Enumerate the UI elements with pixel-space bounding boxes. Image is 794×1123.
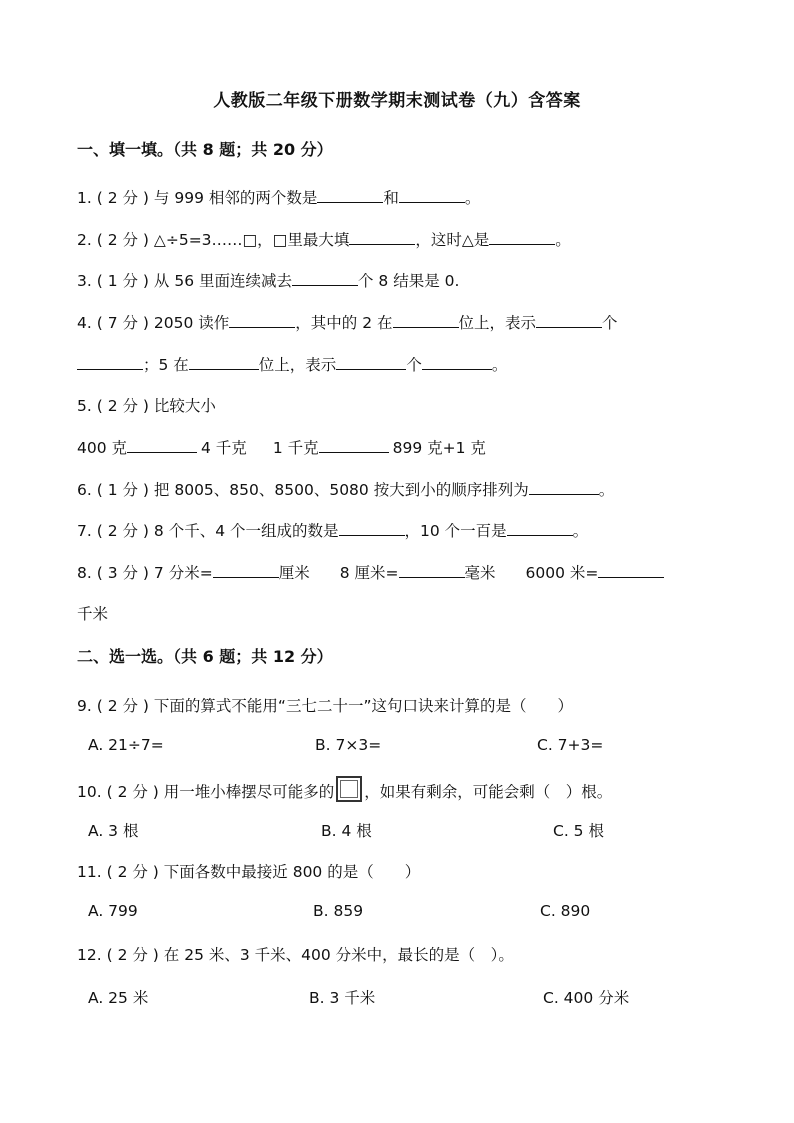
question-11 [77, 860, 420, 882]
answer-blank[interactable] [529, 480, 599, 495]
question-text: 2050 读作 [153, 314, 230, 332]
question-score: ( 3 分 ) [96, 564, 149, 582]
question-5 [77, 394, 216, 416]
question-text: 个 8 结果是 0. [358, 272, 460, 290]
option-a[interactable]: A. 25 米 [88, 989, 149, 1007]
question-score: ( 2 分 ) [106, 783, 159, 801]
question-text: 1 千克 [272, 439, 319, 457]
question-score: ( 7 分 ) [96, 314, 149, 332]
question-text: ，这时△是 [415, 231, 490, 249]
question-text: 400 克 [77, 439, 128, 457]
question-number: 2. [77, 231, 92, 249]
question-score: ( 2 分 ) [106, 863, 159, 881]
answer-blank[interactable] [393, 313, 459, 328]
question-text: △÷5=3……□，□里最大填 [153, 231, 350, 249]
question-number: 11. [77, 863, 102, 881]
question-text: 7 分米= [153, 564, 213, 582]
question-score: ( 2 分 ) [96, 522, 149, 540]
question-score: ( 2 分 ) [96, 397, 149, 415]
answer-blank[interactable] [422, 355, 492, 370]
answer-blank[interactable] [399, 563, 465, 578]
answer-blank[interactable] [317, 188, 383, 203]
question-text: 个 [406, 356, 422, 374]
answer-blank[interactable] [213, 563, 279, 578]
question-text: 在 25 米、3 千米、400 分米中，最长的是（ ）。 [163, 946, 514, 964]
option-c[interactable]: C. 890 [540, 902, 591, 920]
answer-blank[interactable] [399, 188, 465, 203]
question-text: 。 [464, 189, 481, 207]
question-text: 与 999 相邻的两个数是 [153, 189, 318, 207]
question-text: 比较大小 [153, 397, 216, 415]
question-1 [77, 186, 480, 208]
answer-blank[interactable] [339, 521, 405, 536]
question-text: ；5 在 [143, 356, 189, 374]
question-8-continued [77, 602, 108, 624]
question-text: ，如果有剩余，可能会剩（ ）根。 [364, 783, 613, 801]
question-5-compare [77, 436, 486, 458]
question-score: ( 2 分 ) [96, 697, 149, 715]
answer-blank[interactable] [489, 230, 555, 245]
question-text: 厘米 [278, 564, 310, 582]
answer-blank[interactable] [536, 313, 602, 328]
question-number: 4. [77, 314, 92, 332]
option-b[interactable]: B. 4 根 [321, 822, 372, 840]
answer-blank[interactable] [229, 313, 295, 328]
question-text: 。 [572, 522, 589, 540]
question-number: 6. [77, 481, 92, 499]
question-text: 把 8005、850、8500、5080 按大到小的顺序排列为 [153, 481, 529, 499]
option-b[interactable]: B. 7×3= [315, 736, 382, 754]
answer-blank[interactable] [507, 521, 573, 536]
question-text: 下面各数中最接近 800 的是（ ） [163, 863, 421, 881]
question-6 [77, 478, 614, 500]
question-text: 8 厘米= [339, 564, 399, 582]
question-text: 。 [555, 231, 571, 249]
question-number: 8. [77, 564, 92, 582]
option-a[interactable]: A. 799 [88, 902, 138, 920]
question-4 [77, 311, 618, 333]
question-score: ( 2 分 ) [106, 946, 159, 964]
question-text: 用一堆小棒摆尽可能多的 [163, 783, 335, 801]
question-8 [77, 561, 664, 583]
option-b[interactable]: B. 859 [313, 902, 364, 920]
option-c[interactable]: C. 5 根 [553, 822, 604, 840]
question-number: 3. [77, 272, 92, 290]
question-text: ，10 个一百是 [404, 522, 507, 540]
question-number: 12. [77, 946, 102, 964]
question-text: 千米 [77, 605, 109, 623]
question-text: 位上，表示 [458, 314, 537, 332]
question-3 [77, 269, 459, 291]
question-score: ( 1 分 ) [96, 272, 149, 290]
square-shape-icon [336, 776, 362, 802]
option-c[interactable]: C. 7+3= [537, 736, 604, 754]
question-text: 个 [602, 314, 618, 332]
question-score: ( 2 分 ) [96, 189, 149, 207]
question-text: 下面的算式不能用“三七二十一”这句口诀来计算的是（ ） [153, 697, 573, 715]
option-c[interactable]: C. 400 分米 [543, 989, 630, 1007]
answer-blank[interactable] [189, 355, 259, 370]
question-4-continued [77, 353, 507, 375]
question-text: 4 千克 [201, 439, 247, 457]
question-2 [77, 228, 571, 250]
section-heading-1: 一、填一填。（共 8 题；共 20 分） [77, 140, 333, 159]
question-number: 7. [77, 522, 92, 540]
answer-blank[interactable] [336, 355, 406, 370]
answer-blank[interactable] [319, 438, 389, 453]
question-text: 和 [383, 189, 399, 207]
question-text: 。 [598, 481, 615, 499]
question-text: 。 [491, 356, 508, 374]
question-number: 1. [77, 189, 92, 207]
question-12 [77, 943, 514, 965]
question-7 [77, 519, 588, 541]
answer-blank[interactable] [349, 230, 415, 245]
question-number: 9. [77, 697, 92, 715]
answer-blank[interactable] [77, 355, 143, 370]
question-number: 10. [77, 783, 102, 801]
question-number: 5. [77, 397, 92, 415]
question-score: ( 1 分 ) [96, 481, 149, 499]
page-title: 人教版二年级下册数学期末测试卷（九）含答案 [213, 91, 581, 111]
question-9 [77, 694, 573, 716]
answer-blank[interactable] [598, 563, 664, 578]
answer-blank[interactable] [292, 271, 358, 286]
question-text: 位上，表示 [258, 356, 337, 374]
question-text: 从 56 里面连续减去 [153, 272, 292, 290]
question-10 [77, 776, 612, 802]
option-a[interactable]: A. 3 根 [88, 822, 139, 840]
question-text: 6000 米= [525, 564, 599, 582]
answer-blank[interactable] [127, 438, 197, 453]
question-text: 899 克+1 克 [392, 439, 486, 457]
section-heading-2: 二、选一选。（共 6 题；共 12 分） [77, 647, 333, 666]
question-text: 8 个千、4 个一组成的数是 [153, 522, 339, 540]
option-b[interactable]: B. 3 千米 [309, 989, 376, 1007]
question-score: ( 2 分 ) [96, 231, 149, 249]
question-text: 毫米 [464, 564, 496, 582]
option-a[interactable]: A. 21÷7= [88, 736, 164, 754]
question-text: ，其中的 2 在 [295, 314, 393, 332]
